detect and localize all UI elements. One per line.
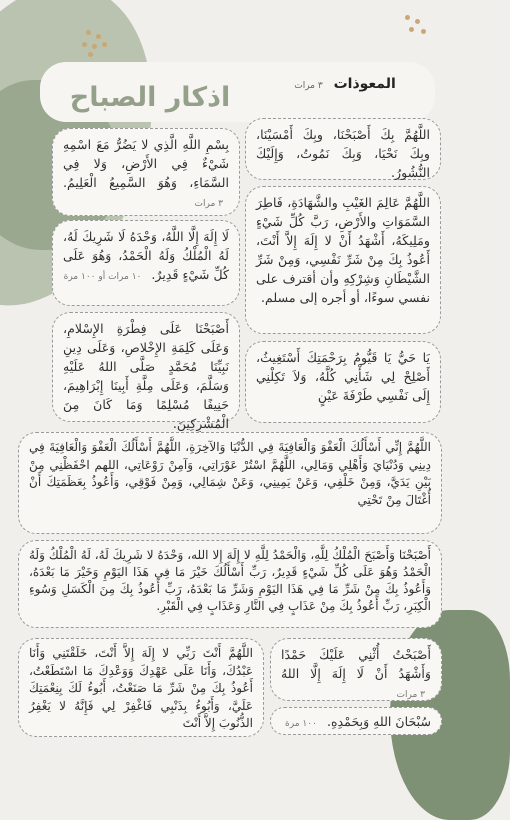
dhikr-card bbox=[270, 707, 442, 735]
dhikr-card bbox=[270, 638, 442, 701]
muawwidhat-label bbox=[250, 76, 440, 100]
dhikr-count: ٣ مرات bbox=[396, 690, 425, 700]
dhikr-text: أَصْبَحْنَا عَلَى فِطْرَةِ الإِسْلامِ، وَعَلَى كَلِمَةِ الإِخْلاصِ، وَعَلَى دِينِ نَبِيِّنَا مُحَمَّدٍ صَلَّى اللهُ عَلَيْهِ وَسَلَّمَ، وَعَلَى مِلَّةِ أَبِينَا إِبْرَاهِيمَ، حَنِيفًا مُسْلِمًا وَمَا كَانَ مِنَ الْمُشْرِكِينَ. bbox=[63, 321, 229, 431]
muawwidhat-text: المعوذات bbox=[333, 76, 396, 92]
dhikr-text: اللَّهُمَّ عَالِمَ الغَيْبِ والشَّهَادَةِ، فَاطِرَ السَّمَوَاتِ والأَرْضِ، رَبَّ كُلِّ شَيْءٍ ومَلِيكَهُ، أَشْهَدُ أَنْ لا إِلَهَ إِلاَّ أَنْتَ، أَعُوذُ بِكَ مِنْ شَرِّ نَفْسِي، وَمِنْ شَرِّ الشَّيْطَانِ وَشِرْكِهِ وأن أقترف على نفسي سوءًا، أو أجره إلى مسلم. bbox=[256, 195, 430, 305]
dhikr-text: يَا حَيُّ يَا قَيُّومُ بِرَحْمَتِكَ أَسْتَغِيثُ، أَصْلِحْ لِي شَأْنِي كُلَّهُ، وَلاَ تَكِلْنِي إِلَى نَفْسِي طَرْفَةَ عَيْنٍ bbox=[256, 350, 430, 403]
dhikr-card bbox=[18, 432, 442, 534]
page-title: اذكار الصباح bbox=[69, 82, 231, 113]
dhikr-text: أَصْبَحْنَا وَأَصْبَحَ الْمُلْكُ لِلَّهِ، وَالْحَمْدُ لِلَّهِ لا إِلَهَ إِلا الله، وَحْدَهُ لا شَرِيكَ لَهُ، لَهُ الْمُلْكُ وَلَهُ الْحَمْدُ وَهُوَ عَلَى كُلِّ شَيْءٍ قَدِيرٌ، رَبِّ أَسْأَلُكَ خَيْرَ مَا فِي هَذَا اليَوْمِ وَخَيْرَ مَا بَعْدَهُ، وَأَعُوذُ بِكَ مِنْ شَرِّ مَا فِي هَذَا اليَوْمِ وَشَرِّ مَا بَعْدَهُ، رَبِّ أَعُوذُ بِكَ مِنَ الْكَسَلِ وَسُوءِ الْكِبَرِ، رَبِّ أَعُوذُ بِكَ مِنْ عَذَابٍ فِي النَّارِ وَعَذَابٍ فِي الْقَبْرِ. bbox=[29, 548, 431, 613]
dhikr-card bbox=[245, 341, 441, 423]
dhikr-text: اللَّهُمَّ أَنْتَ رَبِّي لا إِلَهَ إِلاَّ أَنْتَ، خَلَقْتَنِي وَأَنَا عَبْدُكَ، وَأَنَا عَلَى عَهْدِكَ وَوَعْدِكَ مَا اسْتَطَعْتُ، أَعُوذُ بِكَ مِنْ شَرِّ مَا صَنَعْتُ، أَبُوءُ لَكَ بِنِعْمَتِكَ عَلَيَّ، وَأَبُوءُ بِذَنْبِي فَاغْفِرْ لِي فَإِنَّهُ لا يَغْفِرُ الذُّنُوبَ إِلاَّ أَنْتَ bbox=[29, 646, 253, 730]
dhikr-text: اللَّهُمَّ بِكَ أَصْبَحْنَا، وبِكَ أَمْسَيْنَا، وبِكَ نَحْيَا، وَبِكَ نَمُوتُ، وَإِلَيْكَ النُّشُورُ. bbox=[256, 127, 430, 180]
dhikr-text: سُبْحَانَ اللهِ وَبِحَمْدِهِ. bbox=[326, 714, 431, 729]
dots-decoration bbox=[82, 30, 112, 60]
dhikr-card bbox=[52, 220, 240, 306]
dhikr-card bbox=[52, 312, 240, 431]
dhikr-card bbox=[245, 118, 441, 180]
dhikr-text: بِسْمِ اللَّهِ الَّذِي لا يَضُرُّ مَعَ اسْمِهِ شَيْءٌ فِي الأَرْضِ، وَلا فِي السَّمَاءِ، وَهُوَ السَّمِيعُ الْعَلِيمُ. bbox=[63, 137, 229, 190]
muawwidhat-count: ٣ مرات bbox=[294, 81, 323, 91]
dhikr-count: ١٠ مرات أو ١٠٠ مرة bbox=[63, 272, 142, 282]
dhikr-text: لَا إِلَهَ إِلَّا اللَّهُ، وَحْدَهُ لَا شَرِيكَ لَهُ، لَهُ الْمُلْكُ وَلَهُ الْحَمْدُ، وَهُوَ عَلَى كُلِّ شَيْءٍ قَدِيرٌ. bbox=[63, 229, 229, 282]
dhikr-text: اللَّهُمَّ إِنِّي أَسْأَلُكَ الْعَفْوَ وَالْعَافِيَةَ فِي الدُّنْيَا وَالآخِرَةِ، اللَّهُمَّ أَسْأَلُكَ الْعَفْوَ وَالْعَافِيَةَ فِي دِينِي وَدُنْيَايَ وَأَهْلِي وَمَالِي، اللَّهُمَّ اسْتُرْ عَوْرَاتِي، وَآمِنْ رَوْعَاتِي، اللهم احْفَظْنِي مِنْ بَيْنِ يَدَيَّ، وَمِنْ خَلْفِي، وَعَنْ يَمِينِي، وَعَنْ شِمَالِي، وَمِنْ فَوْقِي، وَأَعُوذُ بِعَظَمَتِكَ أَنْ أُغْتَالَ مِنْ تَحْتِي bbox=[29, 440, 431, 507]
dhikr-count: ٣ مرات bbox=[194, 199, 223, 209]
dhikr-card bbox=[18, 638, 264, 737]
dhikr-text: أَصْبَحْتُ أُثْنِي عَلَيْكَ حَمْدًا وَأَشْهَدُ أَنْ لَا إِلَهَ إِلَّا اللهُ bbox=[281, 647, 431, 681]
dhikr-card bbox=[52, 128, 240, 216]
dhikr-card bbox=[18, 540, 442, 628]
dhikr-card bbox=[245, 186, 441, 334]
dhikr-count: ١٠٠ مرة bbox=[285, 719, 317, 729]
